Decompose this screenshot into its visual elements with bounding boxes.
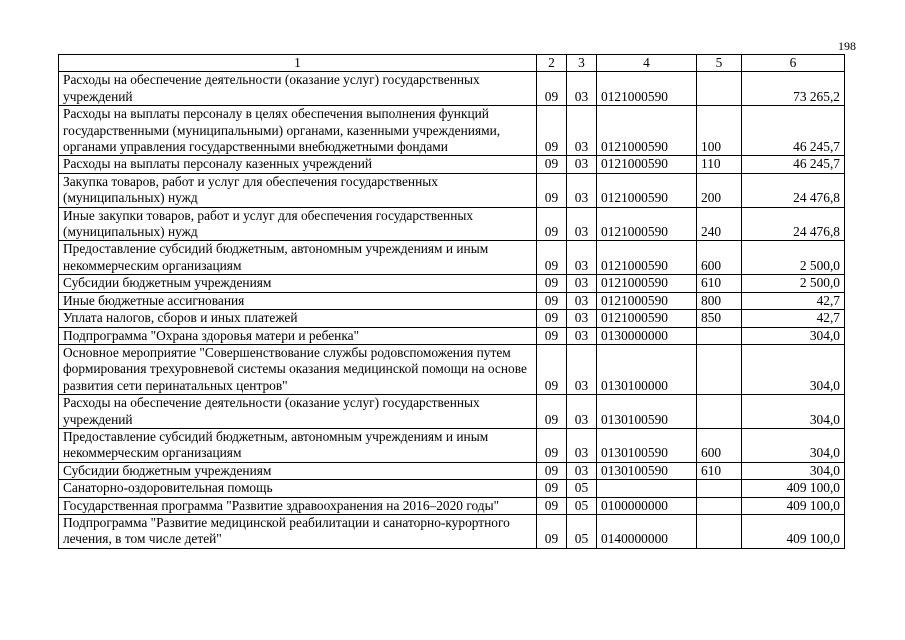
row-name: Государственная программа "Развитие здравоохранения на 2016–2020 годы" [59, 497, 537, 514]
row-section: 09 [537, 428, 567, 462]
column-header: 3 [567, 55, 597, 72]
column-header: 1 [59, 55, 537, 72]
row-subsection: 03 [567, 310, 597, 327]
row-target-article: 0130100590 [597, 395, 697, 429]
row-target-article: 0121000590 [597, 72, 697, 106]
table-row [59, 207, 845, 241]
table-row [59, 72, 845, 106]
row-expense-type [697, 480, 742, 497]
row-name: Предоставление субсидий бюджетным, автономным учреждениям и иным некоммерческим организациям [59, 428, 537, 462]
table-header-row [59, 55, 845, 72]
row-subsection: 03 [567, 241, 597, 275]
row-amount: 2 500,0 [742, 241, 845, 275]
row-section: 09 [537, 497, 567, 514]
table-row [59, 327, 845, 344]
row-subsection: 03 [567, 462, 597, 479]
row-subsection: 03 [567, 275, 597, 292]
row-name: Подпрограмма "Охрана здоровья матери и ребенка" [59, 327, 537, 344]
row-target-article: 0130100000 [597, 344, 697, 394]
row-subsection: 03 [567, 72, 597, 106]
row-subsection: 03 [567, 395, 597, 429]
row-expense-type: 100 [697, 106, 742, 156]
row-target-article: 0121000590 [597, 292, 697, 309]
row-subsection: 03 [567, 207, 597, 241]
row-subsection: 03 [567, 292, 597, 309]
row-section: 09 [537, 173, 567, 207]
column-header: 5 [697, 55, 742, 72]
row-subsection: 03 [567, 327, 597, 344]
row-subsection: 05 [567, 497, 597, 514]
row-expense-type [697, 514, 742, 548]
page-number: 198 [838, 39, 856, 53]
row-amount: 24 476,8 [742, 173, 845, 207]
row-expense-type: 240 [697, 207, 742, 241]
row-target-article: 0121000590 [597, 310, 697, 327]
row-target-article: 0121000590 [597, 207, 697, 241]
row-target-article: 0121000590 [597, 156, 697, 173]
row-amount: 304,0 [742, 428, 845, 462]
row-amount: 409 100,0 [742, 514, 845, 548]
row-subsection: 03 [567, 428, 597, 462]
row-name: Санаторно-оздоровительная помощь [59, 480, 537, 497]
row-amount: 304,0 [742, 462, 845, 479]
row-target-article: 0121000590 [597, 275, 697, 292]
row-expense-type: 600 [697, 241, 742, 275]
row-expense-type: 800 [697, 292, 742, 309]
row-section: 09 [537, 106, 567, 156]
row-section: 09 [537, 207, 567, 241]
row-section: 09 [537, 395, 567, 429]
table-row [59, 480, 845, 497]
row-section: 09 [537, 156, 567, 173]
row-name: Закупка товаров, работ и услуг для обеспечения государственных (муниципальных) нужд [59, 173, 537, 207]
row-target-article: 0130000000 [597, 327, 697, 344]
row-amount: 409 100,0 [742, 480, 845, 497]
row-name: Субсидии бюджетным учреждениям [59, 275, 537, 292]
row-amount: 42,7 [742, 292, 845, 309]
row-expense-type [697, 327, 742, 344]
row-target-article: 0121000590 [597, 241, 697, 275]
row-target-article: 0100000000 [597, 497, 697, 514]
table-row [59, 462, 845, 479]
table-row [59, 344, 845, 394]
row-subsection: 05 [567, 480, 597, 497]
table-row [59, 310, 845, 327]
row-name: Расходы на обеспечение деятельности (оказание услуг) государственных учреждений [59, 395, 537, 429]
row-section: 09 [537, 514, 567, 548]
row-amount: 304,0 [742, 395, 845, 429]
row-name: Предоставление субсидий бюджетным, автономным учреждениям и иным некоммерческим организациям [59, 241, 537, 275]
budget-table [58, 54, 845, 549]
table-row [59, 241, 845, 275]
row-expense-type: 610 [697, 462, 742, 479]
table-row [59, 395, 845, 429]
row-target-article: 0140000000 [597, 514, 697, 548]
row-expense-type: 600 [697, 428, 742, 462]
row-amount: 42,7 [742, 310, 845, 327]
row-expense-type: 200 [697, 173, 742, 207]
row-name: Субсидии бюджетным учреждениям [59, 462, 537, 479]
row-name: Иные бюджетные ассигнования [59, 292, 537, 309]
row-amount: 24 476,8 [742, 207, 845, 241]
row-name: Расходы на выплаты персоналу казенных учреждений [59, 156, 537, 173]
row-section: 09 [537, 310, 567, 327]
table-row [59, 292, 845, 309]
row-amount: 73 265,2 [742, 72, 845, 106]
row-section: 09 [537, 480, 567, 497]
row-name: Основное мероприятие "Совершенствование службы родовспоможения путем формирования трехуровневой системы оказания медицинской помощи на основе развития сети перинатальных центров" [59, 344, 537, 394]
table-row [59, 514, 845, 548]
row-expense-type [697, 395, 742, 429]
row-expense-type [697, 72, 742, 106]
row-expense-type [697, 344, 742, 394]
row-subsection: 03 [567, 156, 597, 173]
table-row [59, 428, 845, 462]
row-subsection: 05 [567, 514, 597, 548]
row-expense-type: 110 [697, 156, 742, 173]
row-amount: 46 245,7 [742, 106, 845, 156]
row-amount: 304,0 [742, 344, 845, 394]
row-expense-type: 850 [697, 310, 742, 327]
table-row [59, 497, 845, 514]
column-header: 4 [597, 55, 697, 72]
row-section: 09 [537, 462, 567, 479]
row-name: Расходы на обеспечение деятельности (оказание услуг) государственных учреждений [59, 72, 537, 106]
row-target-article: 0121000590 [597, 106, 697, 156]
row-section: 09 [537, 327, 567, 344]
table-row [59, 173, 845, 207]
column-header: 6 [742, 55, 845, 72]
table-body [59, 72, 845, 548]
row-amount: 409 100,0 [742, 497, 845, 514]
row-section: 09 [537, 72, 567, 106]
row-section: 09 [537, 241, 567, 275]
row-target-article: 0130100590 [597, 462, 697, 479]
row-target-article: 0121000590 [597, 173, 697, 207]
row-amount: 46 245,7 [742, 156, 845, 173]
row-target-article [597, 480, 697, 497]
row-section: 09 [537, 275, 567, 292]
row-expense-type: 610 [697, 275, 742, 292]
row-subsection: 03 [567, 173, 597, 207]
row-name: Иные закупки товаров, работ и услуг для обеспечения государственных (муниципальных) нужд [59, 207, 537, 241]
row-expense-type [697, 497, 742, 514]
row-section: 09 [537, 344, 567, 394]
row-amount: 304,0 [742, 327, 845, 344]
row-name: Уплата налогов, сборов и иных платежей [59, 310, 537, 327]
table-row [59, 275, 845, 292]
row-name: Подпрограмма "Развитие медицинской реабилитации и санаторно-курортного лечения, в том числе детей" [59, 514, 537, 548]
row-subsection: 03 [567, 344, 597, 394]
row-target-article: 0130100590 [597, 428, 697, 462]
row-name: Расходы на выплаты персоналу в целях обеспечения выполнения функций государственными (муниципальными) органами, казенными учреждениями, органами управления государственными внебюджетными фондами [59, 106, 537, 156]
table-row [59, 106, 845, 156]
table-row [59, 156, 845, 173]
row-subsection: 03 [567, 106, 597, 156]
row-section: 09 [537, 292, 567, 309]
row-amount: 2 500,0 [742, 275, 845, 292]
column-header: 2 [537, 55, 567, 72]
